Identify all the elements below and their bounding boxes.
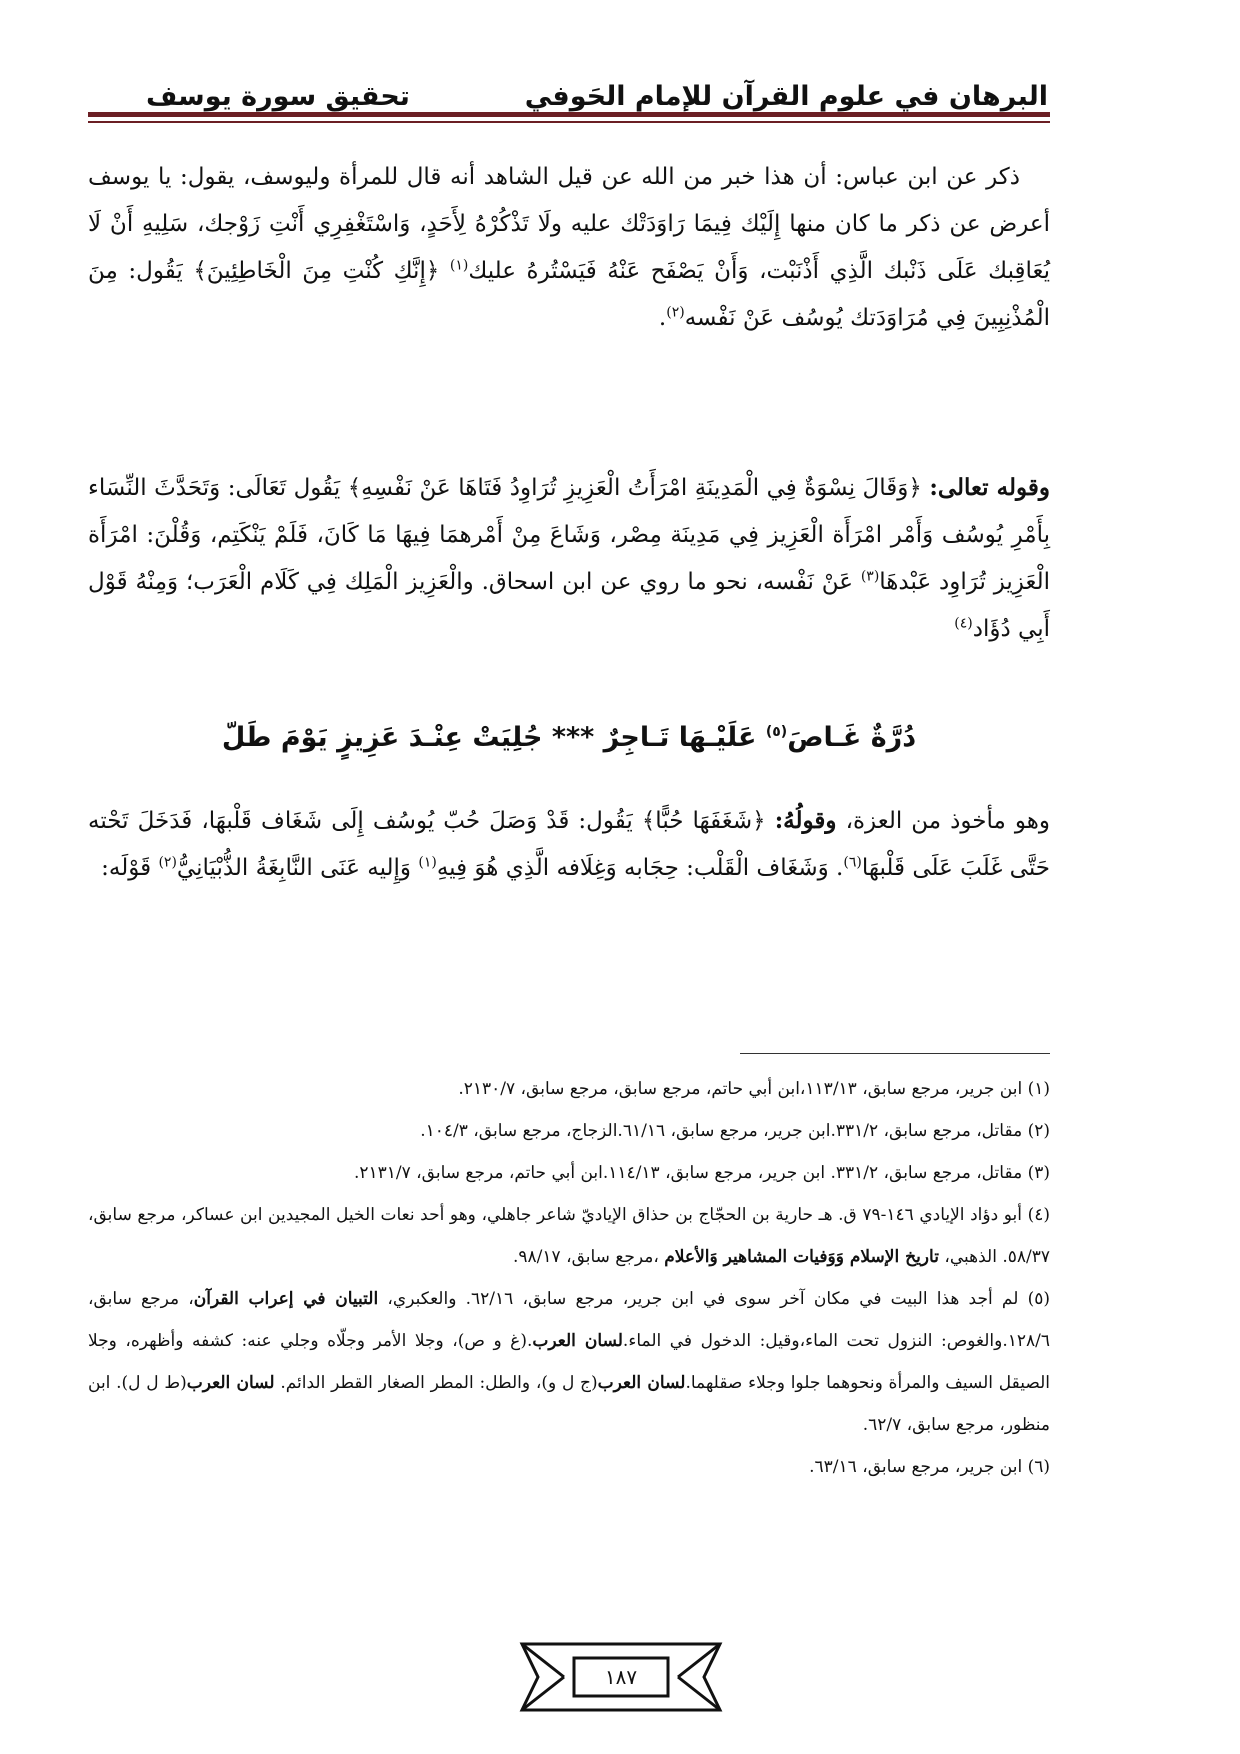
paragraph-2-text2: عَنْ نَفْسه، نحو ما روي عن ابن اسحاق. والْعَزِيز الْمَلِك فِي كَلَام الْعَرَب؛ وَمِنْهُ قَوْل أَبِي دُؤَاد (88, 569, 1050, 642)
footnote-ref-1b: (١) (418, 854, 437, 871)
footnote-5-text-c: .(غ و ص)، وجلا الأمر وجلّاه وجلي عنه: كشفه وأظهره، وجلا الصيقل السيف والمرأة ونحوهما جلوا وجلاء صقلهما. (88, 1331, 1051, 1393)
footnote-4-book: تاريخ الإسلام وَوَفيات المشاهير وَالأعلام (664, 1247, 939, 1267)
paragraph-3-text1: وهو مأخوذ من العزة، (845, 808, 1051, 834)
quran-quote-2: ﴿وَقَالَ نِسْوَةٌ فِي الْمَدِينَةِ امْرَأَتُ الْعَزِيزِ تُرَاوِدُ فَتَاهَا عَنْ نَفْسِهِ﴾ (347, 475, 922, 501)
paragraph-3-text3: . وَشَغَاف الْقَلْب: حِجَابه وَغِلَافه الَّذِي هُوَ فِيهِ (436, 855, 844, 881)
page-number: ١٨٧ (604, 1665, 638, 1689)
footnote-5-text-d: (ج ل و)، والطل: المطر الصغار القطر الدائم. (280, 1373, 598, 1393)
header-rule-thick (88, 112, 1050, 117)
book-title: البرهان في علوم القرآن للإمام الحَوفي (524, 80, 1048, 112)
paragraph-3-text4: وَإِليه عَنَى النَّابِغَةُ الذُّبْيَانِيُّ (176, 855, 412, 881)
verse-part-1: دُرَّةٌ غَـاصَ (787, 722, 917, 753)
paragraph-1-tail: يَقُول: مِنَ الْمُذْنِبِينَ فِي مُرَاوَدَتك يُوسُف عَنْ نَفْسه (88, 258, 1050, 331)
paragraph-2-text: يَقُول تَعَالَى: وَتَحَدَّثَ النِّسَاء بِأَمْرِ يُوسُف وَأَمْر امْرَأَة الْعَزِيز فِي مَدِينَة مِصْر، وَشَاعَ مِنْ أَمْرهمَا فِيهَا مَا كَانَ، فَلَمْ يَنْكَتِم، وَقُلْنَ: امْرَأَة الْعَزِيز تُرَاوِد عَبْدهَا (88, 475, 1050, 595)
footnote-ref-5: (٥) (765, 724, 788, 740)
quran-quote-3: ﴿شَغَفَهَا حُبًّا﴾ (641, 808, 766, 834)
footnote-separator (740, 1053, 1050, 1054)
paragraph-1 (88, 154, 1050, 342)
footnote-5-text-e: (ط ل ل). ابن منظور، مرجع سابق، ٦٢/٧. (88, 1373, 1050, 1435)
footnote-ref-6: (٦) (843, 854, 862, 871)
footnote-4 (88, 1194, 1050, 1278)
footnote-5-text-a: (٥) لم أجد هذا البيت في مكان آخر سوى في ابن جرير، مرجع سابق، ٦٢/١٦. والعكبري، (387, 1289, 1050, 1309)
page-header (88, 76, 1050, 116)
paragraph-3-text2: يَقُول: قَدْ وَصَلَ حُبّ يُوسُف إِلَى شَغَاف قَلْبهَا، فَدَخَلَ تَحْته حَتَّى غَلَبَ عَلَى قَلْبهَا (88, 808, 1050, 881)
footnote-ref-1: (١) (449, 257, 469, 274)
footnote-6: (٦) ابن جرير، مرجع سابق، ٦٣/١٦. (809, 1457, 1050, 1477)
footnote-5-book-2: لسان العرب (532, 1331, 623, 1351)
poetry-verse (88, 722, 1050, 753)
section-title: تحقيق سورة يوسف (146, 80, 410, 112)
quran-quote-1: ﴿إِنَّكِ كُنْتِ مِنَ الْخَاطِئِينَ﴾ (193, 258, 440, 284)
footnote-1: (١) ابن جرير، مرجع سابق، ١١٣/١٣،ابن أبي حاتم، مرجع سابق، مرجع سابق، ٢١٣٠/٧. (458, 1079, 1050, 1099)
footnote-5-book-4: لسان العرب (186, 1373, 275, 1393)
paragraph-3 (88, 797, 1050, 892)
header-rule-thin (88, 121, 1050, 123)
footnote-5 (88, 1278, 1050, 1446)
paragraph-2-lead: وقوله تعالى: (929, 474, 1050, 501)
footnote-ref-3: (٣) (860, 568, 880, 585)
footnote-ref-2b: (٢) (158, 854, 177, 871)
footnote-4-tail: ،مرجع سابق، ٩٨/١٧. (513, 1247, 659, 1267)
paragraph-1-end: . (658, 305, 667, 331)
paragraph-3-text5: قَوْلَه: (101, 855, 152, 881)
paragraph-3-lead: وقولُهُ: (774, 807, 837, 834)
footnote-4-text: (٤) أبو دؤاد الإيادي ١٤٦-٧٩ ق. هـ حارية بن الحجّاج بن حذاق الإياديّ شاعر جاهلي، وهو أحد نعات الخيل المجيدين ابن عساكر، مرجع سابق، ٥٨/٣٧. الذهبي، (88, 1205, 1050, 1267)
footnote-5-text-b: ، مرجع سابق، ١٢٨/٦.والغوص: النزول تحت الماء،وقيل: الدخول في الماء. (88, 1289, 1051, 1351)
verse-part-2: عَلَيْـهَا تَـاجِرٌ *** جُلِيَتْ عِنْـدَ عَزِيزٍ يَوْمَ طَلّ (221, 722, 757, 753)
footnote-ref-2: (٢) (666, 304, 685, 321)
footnote-5-book-1: التبيان في إعراب القرآن (193, 1289, 379, 1309)
footnote-ref-4: (٤) (954, 615, 973, 632)
footnotes (88, 1068, 1050, 1488)
footnote-2: (٢) مقاتل، مرجع سابق، ٣٣١/٢.ابن جرير، مرجع سابق، ٦١/١٦.الزجاج، مرجع سابق، ١٠٤/٣. (420, 1121, 1050, 1141)
paragraph-1-text: ذكر عن ابن عباس: أن هذا خبر من الله عن قيل الشاهد أنه قال للمرأة وليوسف، يقول: يا يوسف أعرض عن ذكر ما كان منها إِلَيْك فِيمَا رَاوَدَتْك عليه ولَا تَذْكُرْهُ لِأَحَدٍ، وَاسْتَغْفِرِي أَنْتِ زَوْجك، سَلِيهِ أَنْ لَا يُعَاقِبك عَلَى ذَنْبك الَّذِي أَذْنَبْت، وَأَنْ يَصْفَح عَنْهُ فَيَسْتُرهُ عليك (88, 164, 1051, 284)
footnote-3: (٣) مقاتل، مرجع سابق، ٣٣١/٢. ابن جرير، مرجع سابق، ١١٤/١٣.ابن أبي حاتم، مرجع سابق، ٢١٣١/٧. (353, 1163, 1050, 1183)
footnote-5-book-3: لسان العرب (597, 1373, 686, 1393)
page-number-frame (518, 1640, 724, 1714)
paragraph-2 (88, 464, 1050, 653)
